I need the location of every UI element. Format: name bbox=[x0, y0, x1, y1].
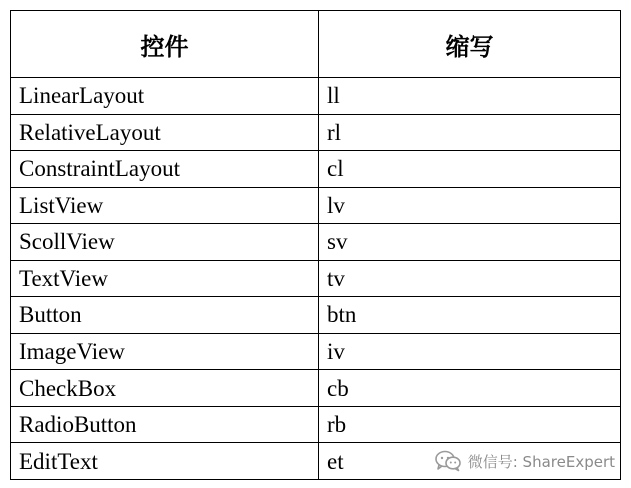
abbreviation-cell: cl bbox=[319, 151, 621, 188]
table-row bbox=[11, 224, 621, 261]
widget-cell: TextView bbox=[11, 260, 319, 297]
widget-cell: EditText bbox=[11, 443, 319, 480]
table-row bbox=[11, 151, 621, 188]
widget-cell: LinearLayout bbox=[11, 78, 319, 115]
abbreviation-cell: tv bbox=[319, 260, 621, 297]
abbreviation-cell: rl bbox=[319, 114, 621, 151]
table-row bbox=[11, 78, 621, 115]
header-abbreviation: 缩写 bbox=[319, 11, 621, 78]
widget-cell: CheckBox bbox=[11, 370, 319, 407]
widget-cell: ConstraintLayout bbox=[11, 151, 319, 188]
widget-cell: RelativeLayout bbox=[11, 114, 319, 151]
abbreviation-cell: sv bbox=[319, 224, 621, 261]
table-row bbox=[11, 297, 621, 334]
abbreviation-cell: lv bbox=[319, 187, 621, 224]
table-row bbox=[11, 114, 621, 151]
abbreviation-cell: iv bbox=[319, 333, 621, 370]
watermark bbox=[430, 448, 619, 474]
table-header-row bbox=[11, 11, 621, 78]
header-widget: 控件 bbox=[11, 11, 319, 78]
watermark-text: 微信号: ShareExpert bbox=[467, 452, 615, 471]
widget-cell: RadioButton bbox=[11, 406, 319, 443]
table-row bbox=[11, 260, 621, 297]
table-row bbox=[11, 406, 621, 443]
table-row bbox=[11, 333, 621, 370]
widget-cell: ImageView bbox=[11, 333, 319, 370]
wechat-icon bbox=[434, 450, 462, 472]
abbreviation-cell: ll bbox=[319, 78, 621, 115]
widget-cell: ListView bbox=[11, 187, 319, 224]
widget-cell: ScollView bbox=[11, 224, 319, 261]
abbreviation-cell: cb bbox=[319, 370, 621, 407]
abbreviation-cell: rb bbox=[319, 406, 621, 443]
abbreviation-cell: btn bbox=[319, 297, 621, 334]
abbreviation-table-container bbox=[10, 10, 620, 480]
abbreviation-table bbox=[10, 10, 621, 480]
table-row bbox=[11, 370, 621, 407]
abbreviation-cell: et bbox=[319, 443, 621, 480]
widget-cell: Button bbox=[11, 297, 319, 334]
table-row bbox=[11, 187, 621, 224]
